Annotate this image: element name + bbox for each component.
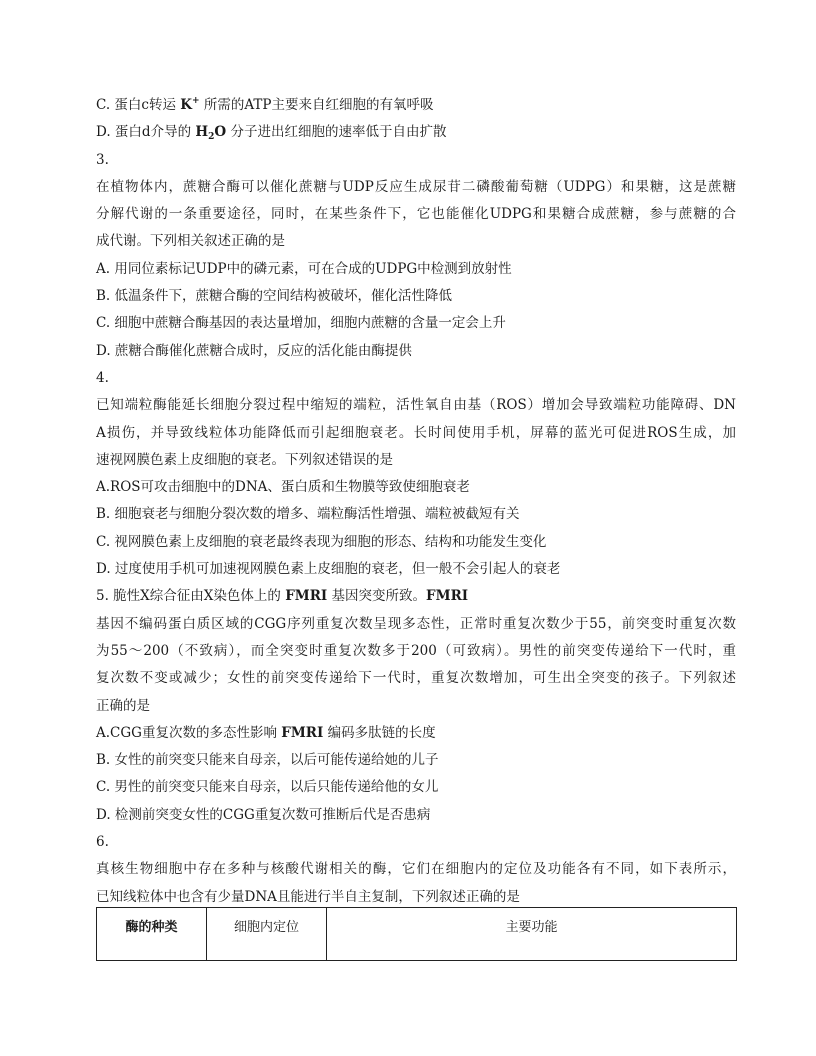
q4-option-d: D. 过度使用手机可加速视网膜色素上皮细胞的衰老，但一般不会引起人的衰老	[96, 561, 561, 578]
q3-stem-line: 分解代谢的一条重要途径，同时，在某些条件下，它也能催化UDPG和果糖合成蔗糖，参与蔗糖的合	[96, 206, 736, 223]
q3-number: 3.	[96, 151, 109, 168]
q4-option-b: B. 细胞衰老与细胞分裂次数的增多、端粒酶活性增强、端粒被截短有关	[96, 506, 520, 523]
q2-option-d: D. 蛋白d介导的 $H_2O$ 分子进出红细胞的速率低于自由扩散	[96, 124, 447, 143]
enzyme-table	[96, 907, 737, 961]
q5-stem-line: 正确的是	[96, 697, 150, 714]
q6-number: 6.	[96, 834, 109, 851]
q4-stem-line: 速视网膜色素上皮细胞的衰老。下列叙述错误的是	[96, 451, 393, 468]
table-header-row	[97, 908, 737, 961]
q3-option-a: A. 用同位素标记UDP中的磷元素，可在合成的UDPG中检测到放射性	[96, 260, 512, 277]
q5-title: 5. 脆性X综合征由X染色体上的 FMRI 基因突变所致。FMRI	[96, 588, 469, 605]
q6-stem-line: 真核生物细胞中存在多种与核酸代谢相关的酶，它们在细胞内的定位及功能各有不同，如下表所示，	[96, 861, 736, 878]
q3-option-b: B. 低温条件下，蔗糖合酶的空间结构被破坏，催化活性降低	[96, 288, 453, 305]
q4-number: 4.	[96, 369, 109, 386]
table-header-cell: 酶的种类	[97, 908, 207, 961]
document-page	[96, 92, 736, 911]
q5-option-c: C. 男性的前突变只能来自母亲，以后只能传递给他的女儿	[96, 779, 439, 796]
q3-option-c: C. 细胞中蔗糖合酶基因的表达量增加，细胞内蔗糖的含量一定会上升	[96, 315, 506, 332]
q3-stem-line: 在植物体内，蔗糖合酶可以催化蔗糖与UDP反应生成尿苷二磷酸葡萄糖（UDPG）和果糖，这是蔗糖	[96, 178, 736, 195]
q5-option-b: B. 女性的前突变只能来自母亲，以后可能传递给她的儿子	[96, 752, 439, 769]
q5-stem-line: 基因不编码蛋白质区域的CGG序列重复次数呈现多态性，正常时重复次数少于55，前突变时重复次数	[96, 615, 736, 632]
q4-option-c: C. 视网膜色素上皮细胞的衰老最终表现为细胞的形态、结构和功能发生变化	[96, 533, 547, 550]
q5-stem-line: 复次数不变或减少；女性的前突变传递给下一代时，重复次数增加，可生出全突变的孩子。下列叙述	[96, 670, 736, 687]
table-header-cell: 细胞内定位	[207, 908, 327, 961]
q5-option-a: A.CGG重复次数的多态性影响 FMRI 编码多肽链的长度	[96, 724, 436, 741]
table-header-cell: 主要功能	[327, 908, 737, 961]
q3-stem-line: 成代谢。下列相关叙述正确的是	[96, 233, 285, 250]
q5-option-d: D. 检测前突变女性的CGG重复次数可推断后代是否患病	[96, 806, 431, 823]
q4-stem-line: 已知端粒酶能延长细胞分裂过程中缩短的端粒，活性氧自由基（ROS）增加会导致端粒功能障碍、DN	[96, 397, 736, 414]
q6-stem-line: 已知线粒体中也含有少量DNA且能进行半自主复制，下列叙述正确的是	[96, 888, 520, 905]
q3-option-d: D. 蔗糖合酶催化蔗糖合成时，反应的活化能由酶提供	[96, 342, 412, 359]
q2-option-c: C. 蛋白c转运 K+ 所需的ATP主要来自红细胞的有氧呼吸	[96, 96, 434, 113]
q4-option-a: A.ROS可攻击细胞中的DNA、蛋白质和生物膜等致使细胞衰老	[96, 479, 470, 496]
q4-stem-line: A损伤，并导致线粒体功能降低而引起细胞衰老。长时间使用手机，屏幕的蓝光可促进ROS生成，加	[96, 424, 736, 441]
q5-stem-line: 为55～200（不致病），而全突变时重复次数多于200（可致病）。男性的前突变传递给下一代时，重	[96, 642, 736, 659]
